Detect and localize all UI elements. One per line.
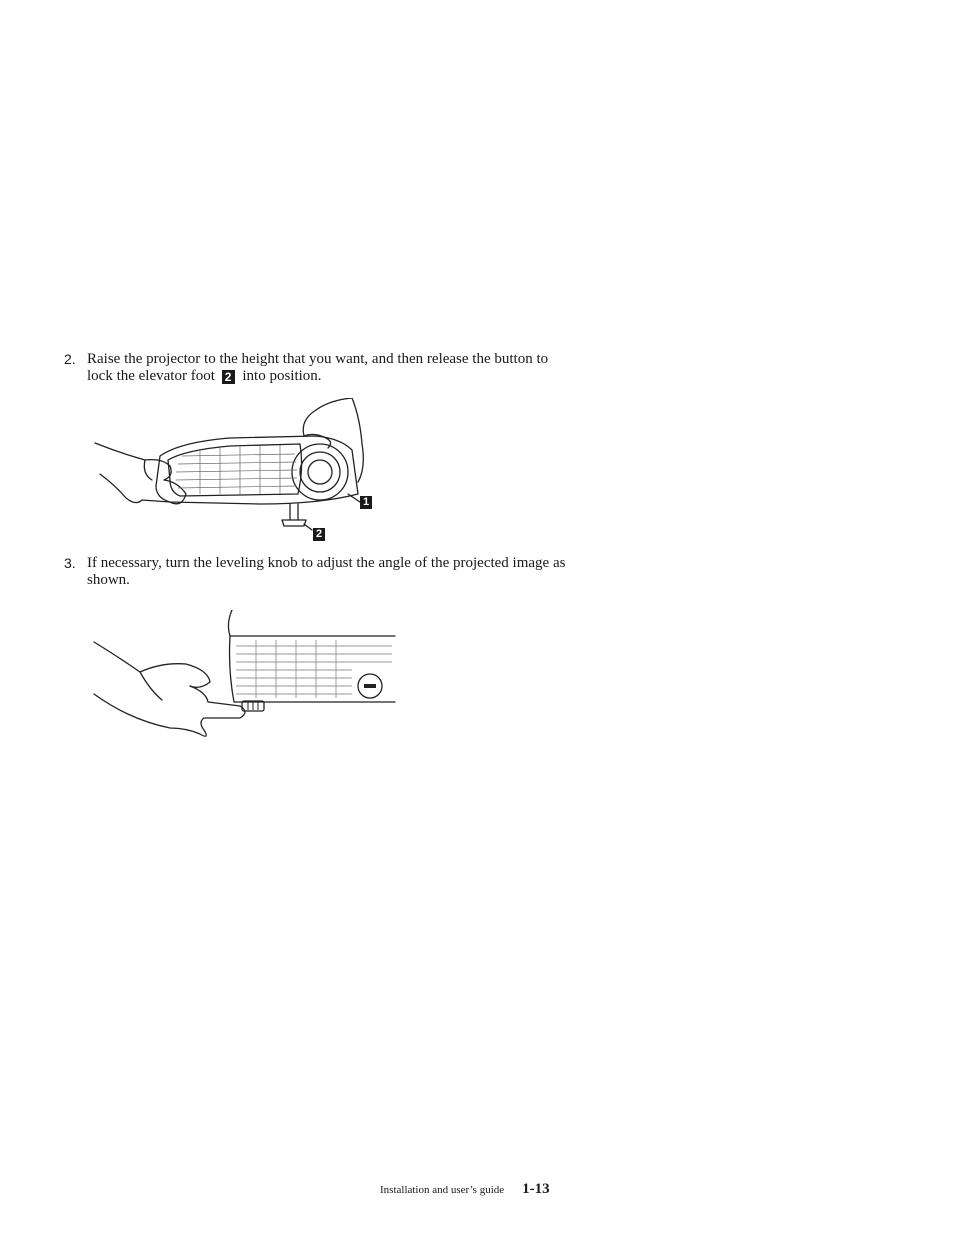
leveling-knob-drawing	[90, 610, 400, 740]
projector-raise-drawing	[90, 398, 390, 548]
step-2	[64, 351, 574, 385]
step-3	[64, 555, 574, 589]
page-number: 1-13	[522, 1181, 550, 1197]
callout-2: 2	[313, 528, 325, 541]
step-number: 2.	[64, 351, 76, 367]
callout-1: 1	[360, 496, 372, 509]
footer-title: Installation and user’s guide	[380, 1184, 505, 1196]
step-text: If necessary, turn the leveling knob to adjust the angle of the projected image as shown.	[87, 555, 566, 588]
step-number: 3.	[64, 555, 76, 571]
leveling-knob-illustration	[90, 610, 400, 740]
step-text: Raise the projector to the height that you want, and then release the button to lock the elevator foot 2 into position.	[87, 351, 549, 384]
projector-raise-illustration	[90, 398, 390, 548]
callout-badge: 2	[222, 370, 235, 384]
page-footer	[380, 1180, 580, 1198]
